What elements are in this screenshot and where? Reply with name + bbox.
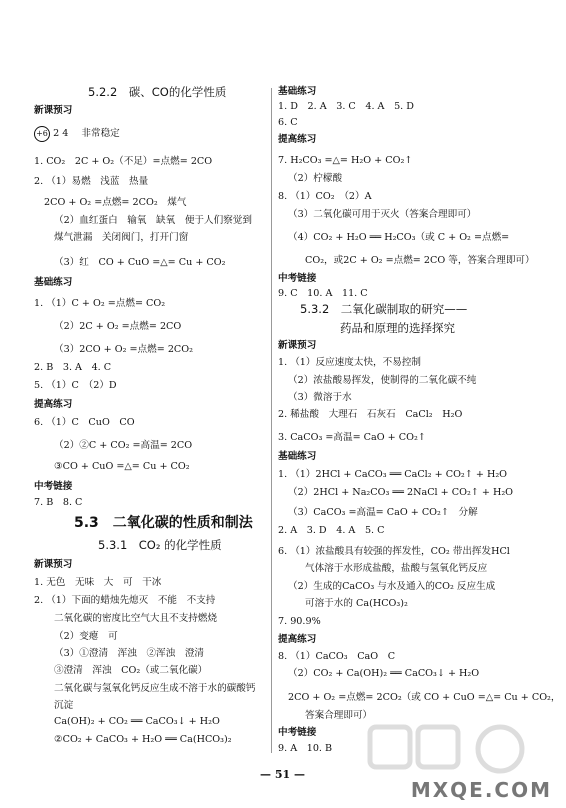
answer-line: 8. （1）CaCO₃ CaO C [278,651,396,662]
section-title: 药品和原理的选择探究 [340,321,455,335]
heading-exam: 中考链接 [34,481,73,492]
answer-line: （2）血红蛋白 输氧 缺氧 便于人们察觉到 [54,215,252,226]
answer-line: 1. 无色 无味 大 可 干冰 [34,577,162,588]
answer-line: （3）红 CO + CuO =△= Cu + CO₂ [54,257,226,268]
subsection-title: 5.3.1 CO₂ 的化学性质 [98,538,222,552]
answer-line: 2. （1）下面的蜡烛先熄灭 不能 不支持 [34,595,216,606]
answer-line: （2）2HCl + Na₂CO₃ ══ 2NaCl + CO₂↑ + H₂O [288,487,514,498]
heading-exam: 中考链接 [278,273,317,284]
section-title: 5.3.2 二氧化碳制取的研究—— [300,302,468,316]
answer-line: 2. B 3. A 4. C [34,362,112,373]
answer-line: 9. A 10. B [278,743,333,754]
answer-line: Ca(OH)₂ + CO₂ ══ CaCO₃↓ + H₂O [54,716,220,727]
answer-line: 1. CO₂ 2C + O₂（不足）=点燃= 2CO [34,156,213,167]
answer-line: （2）变瘪 可 [54,631,118,642]
heading-preview: 新课预习 [34,105,73,116]
answer-line: （2）②C + CO₂ =高温= 2CO [54,440,193,451]
heading-basic: 基础练习 [278,86,317,97]
watermark-text: MXQE.COM [410,778,552,802]
answer-line: CO₂，或2C + O₂ =点燃= 2CO 等，答案合理即可） [305,255,535,266]
answer-line: 可溶于水的 Ca(HCO₃)₂ [305,598,408,609]
stable-text: 非常稳定 [81,128,120,139]
answer-line: 2. 稀盐酸 大理石 石灰石 CaCl₂ H₂O [278,409,463,420]
chapter-title: 5.3 二氧化碳的性质和制法 [74,515,253,531]
answer-line: 煤气泄漏 关闭阀门，打开门窗 [54,232,189,243]
answer-line: （3）CaCO₃ =高温= CaO + CO₂↑ 分解 [288,507,478,518]
page-number: — 51 — [260,768,305,781]
answer-line: 2. A 3. D 4. A 5. C [278,525,385,536]
answer-line: （2）柠檬酸 [288,173,343,184]
heading-preview: 新课预习 [278,340,317,351]
answer-line: 7. 90.9% [278,616,321,627]
answer-line: 气体溶于水形成盐酸，盐酸与氢氧化钙反应 [305,563,488,574]
answer-line: 二氧化碳与氢氧化钙反应生成不溶于水的碳酸钙 [54,683,256,694]
answer-line: 沉淀 [54,700,74,711]
answer-line: 5. （1）C （2）D [34,380,117,391]
answer-line: 二氧化碳的密度比空气大且不支持燃烧 [54,613,218,624]
answer-line: 2CO + O₂ =点燃= 2CO₂（或 CO + CuO =△= Cu + CO₂， [288,692,561,703]
heading-improve: 提高练习 [278,134,317,145]
heading-exam: 中考链接 [278,727,317,738]
section-title: 5.2.2 碳、CO的化学性质 [88,85,227,99]
answer-line: 1. （1）C + O₂ =点燃= CO₂ [34,298,166,309]
answer-line: （2）CO₂ + Ca(OH)₂ ══ CaCO₃↓ + H₂O [288,668,480,679]
heading-basic: 基础练习 [278,451,317,462]
answer-line: （2）生成的CaCO₃ 与水及通入的CO₂ 反应生成 [288,581,496,592]
answer-line: （3）①澄清 浑浊 ②浑浊 澄清 [54,648,205,659]
answer-line: 1. （1）2HCl + CaCO₃ ══ CaCl₂ + CO₂↑ + H₂O [278,469,508,480]
answer-line: （3）微溶于水 [288,392,352,403]
heading-improve: 提高练习 [278,634,317,645]
answer-line: （3）2CO + O₂ =点燃= 2CO₂ [54,344,193,355]
answer-line: 答案合理即可） [305,710,373,721]
answer-line: 7. B 8. C [34,497,83,508]
atom-shells: 2 4 [53,128,69,139]
answer-line: 3. CaCO₃ =高温= CaO + CO₂↑ [278,432,426,443]
answer-line: ③澄清 浑浊 CO₂（或二氧化碳） [54,665,208,676]
atom-structure [34,126,120,142]
heading-preview: 新课预习 [34,559,73,570]
answer-line: ③CO + CuO =△= Cu + CO₂ [54,461,190,472]
answer-line: 6. （1）浓盐酸具有较强的挥发性，CO₂ 带出挥发HCl [278,546,510,557]
column-divider [271,88,272,753]
answer-line: （3）二氧化碳可用于灭火（答案合理即可） [288,209,477,220]
answer-line: 1. D 2. A 3. C 4. A 5. D [278,101,414,112]
heading-basic: 基础练习 [34,277,73,288]
answer-line: （4）CO₂ + H₂O ══ H₂CO₃（或 C + O₂ =点燃= [288,232,510,243]
answer-line: 6. （1）C CuO CO [34,417,135,428]
heading-improve: 提高练习 [34,399,73,410]
answer-line: （2）2C + O₂ =点燃= 2CO [54,321,182,332]
answer-line: 9. C 10. A 11. C [278,288,368,299]
answer-line: ②CO₂ + CaCO₃ + H₂O ══ Ca(HCO₃)₂ [54,734,232,745]
nucleus-icon: +6 [34,126,50,142]
answer-line: 2. （1）易燃 浅蓝 热量 [34,176,149,187]
answer-line: （2）浓盐酸易挥发，使制得的二氧化碳不纯 [288,375,477,386]
answer-line: 6. C [278,117,298,128]
answer-line: 1. （1）反应速度太快，不易控制 [278,357,422,368]
answer-line: 7. H₂CO₃ =△= H₂O + CO₂↑ [278,155,413,166]
answer-line: 2CO + O₂ =点燃= 2CO₂ 煤气 [44,197,187,208]
answer-line: 8. （1）CO₂ （2）A [278,191,372,202]
